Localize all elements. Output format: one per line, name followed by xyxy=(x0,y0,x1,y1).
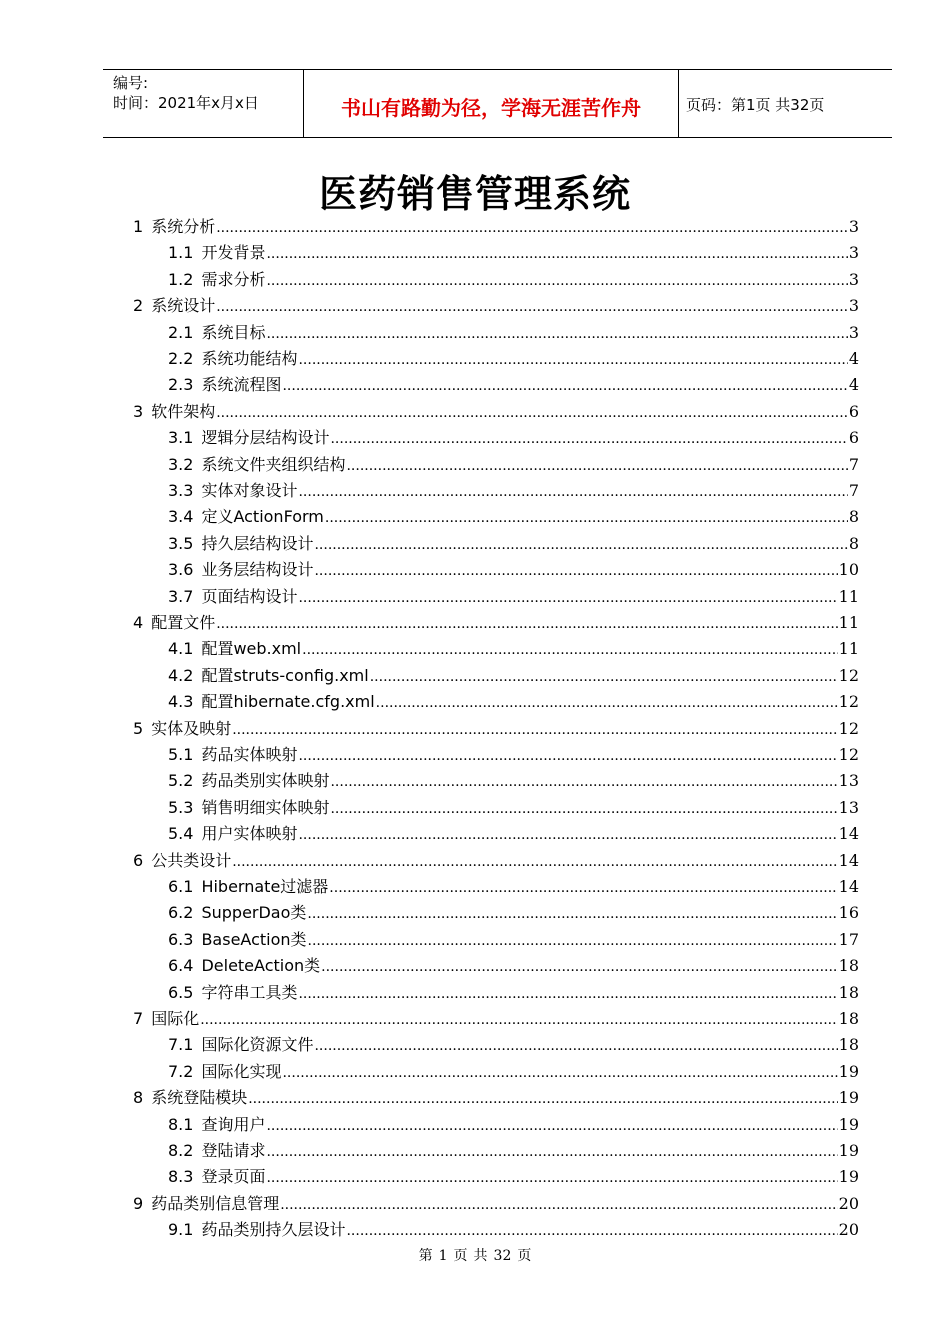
toc-entry-number: 4 xyxy=(133,613,144,632)
toc-entry[interactable] xyxy=(168,689,859,715)
toc-dot-leader xyxy=(200,1012,837,1028)
toc-entry-title: 配置struts-config.xml xyxy=(201,665,369,685)
footer-page-word: 页 xyxy=(453,1248,468,1264)
toc-entry-number: 5.1 xyxy=(168,745,194,764)
toc-entry-number: 5.3 xyxy=(168,797,194,817)
toc-entry-page: 14 xyxy=(838,877,859,896)
toc-entry-title: 定义ActionForm xyxy=(201,507,324,527)
toc-entry-number: 3.4 xyxy=(168,507,194,527)
toc-entry[interactable] xyxy=(168,1112,859,1138)
toc-entry-title: 软件架构 xyxy=(151,401,216,421)
toc-entry-number: 2.3 xyxy=(168,375,194,395)
toc-entry[interactable] xyxy=(168,1138,859,1164)
toc-entry-title: 配置web.xml xyxy=(201,639,302,659)
toc-dot-leader xyxy=(266,1118,837,1134)
page-info: 页码：第1页 共32页 xyxy=(686,96,825,114)
toc-entry-title: 持久层结构设计 xyxy=(201,533,314,553)
toc-entry-title: 逻辑分层结构设计 xyxy=(201,428,330,448)
toc-entry-page: 3 xyxy=(848,269,859,289)
page-header xyxy=(103,69,892,138)
toc-entry[interactable] xyxy=(168,953,859,979)
toc-dot-leader xyxy=(314,1038,837,1054)
toc-dot-leader xyxy=(346,458,847,474)
toc-dot-leader xyxy=(280,1197,837,1213)
toc-entry[interactable] xyxy=(133,1191,859,1217)
toc-entry-page: 12 xyxy=(838,692,859,712)
toc-entry-title: 需求分析 xyxy=(201,269,266,289)
toc-entry-title: 国际化 xyxy=(151,1009,200,1028)
toc-dot-leader xyxy=(370,669,838,685)
toc-entry[interactable] xyxy=(168,267,859,293)
motto: 书山有路勤为径，学海无涯苦作舟 xyxy=(341,96,641,120)
toc-entry[interactable] xyxy=(168,795,859,821)
toc-entry-page: 20 xyxy=(838,1193,859,1213)
toc-entry-title: 系统登陆模块 xyxy=(151,1088,248,1108)
toc-entry-page: 11 xyxy=(838,613,859,632)
toc-entry[interactable] xyxy=(168,557,859,583)
toc-entry-title: 系统分析 xyxy=(151,217,216,236)
toc-entry-page: 4 xyxy=(848,349,859,368)
toc-entry-page: 7 xyxy=(848,454,859,474)
toc-dot-leader xyxy=(298,827,837,843)
toc-entry[interactable] xyxy=(168,1032,859,1058)
toc-entry-number: 3.2 xyxy=(168,454,194,474)
toc-entry-title: Hibernate过滤器 xyxy=(201,877,329,896)
toc-dot-leader xyxy=(314,537,847,553)
toc-entry[interactable] xyxy=(168,821,859,847)
toc-dot-leader xyxy=(266,1144,837,1160)
toc-entry-page: 12 xyxy=(838,745,859,764)
toc-entry[interactable] xyxy=(168,1059,859,1085)
toc-entry[interactable] xyxy=(133,214,859,240)
toc-entry-page: 18 xyxy=(838,1009,859,1028)
toc-entry-title: 字符串工具类 xyxy=(201,982,298,1002)
toc-entry[interactable] xyxy=(168,742,859,768)
header-page-cell xyxy=(678,70,892,137)
toc-entry[interactable] xyxy=(168,768,859,794)
toc-entry[interactable] xyxy=(168,980,859,1006)
toc-entry-title: 配置hibernate.cfg.xml xyxy=(201,692,375,712)
toc-entry-page: 3 xyxy=(848,217,859,236)
toc-entry-number: 1.2 xyxy=(168,269,194,289)
toc-dot-leader xyxy=(321,959,838,975)
toc-dot-leader xyxy=(298,986,837,1002)
toc-entry-page: 3 xyxy=(848,296,859,316)
toc-entry-page: 19 xyxy=(838,1167,859,1187)
footer-total: 32 xyxy=(493,1248,512,1264)
toc-dot-leader xyxy=(298,590,837,606)
toc-dot-leader xyxy=(330,801,837,817)
toc-entry-title: BaseAction类 xyxy=(201,929,307,949)
toc-entry[interactable] xyxy=(133,848,859,874)
toc-dot-leader xyxy=(298,748,837,764)
toc-entry-number: 8.2 xyxy=(168,1141,194,1160)
toc-entry[interactable] xyxy=(168,346,859,372)
toc-entry-number: 6.4 xyxy=(168,956,194,976)
toc-entry-page: 4 xyxy=(848,375,859,395)
toc-entry-number: 3.1 xyxy=(168,428,194,448)
toc-entry-title: 业务层结构设计 xyxy=(201,560,314,580)
toc-dot-leader xyxy=(232,854,837,870)
toc-entry-title: 药品实体映射 xyxy=(201,745,298,764)
toc-entry[interactable] xyxy=(133,293,859,319)
toc-entry-number: 7.2 xyxy=(168,1061,194,1081)
toc-entry-title: 实体对象设计 xyxy=(201,481,298,500)
toc-entry-title: 登录页面 xyxy=(201,1167,266,1187)
toc-entry[interactable] xyxy=(133,1006,859,1032)
toc-dot-leader xyxy=(216,299,848,315)
toc-entry-title: 国际化资源文件 xyxy=(201,1035,314,1055)
toc-entry-number: 2.2 xyxy=(168,349,194,368)
toc-entry-number: 6.5 xyxy=(168,982,194,1002)
footer-total-word: 页 xyxy=(517,1248,532,1264)
toc-entry-number: 8 xyxy=(133,1088,144,1108)
toc-dot-leader xyxy=(216,220,848,236)
toc-entry-number: 6.2 xyxy=(168,903,194,923)
toc-entry-number: 3.7 xyxy=(168,586,194,606)
footer-prefix: 第 xyxy=(418,1248,433,1264)
toc-entry-page: 18 xyxy=(838,1035,859,1055)
toc-entry-title: 登陆请求 xyxy=(201,1141,266,1160)
toc-entry-page: 18 xyxy=(838,956,859,976)
toc-entry-page: 19 xyxy=(838,1114,859,1134)
toc-entry-page: 6 xyxy=(848,401,859,421)
toc-entry-title: 销售明细实体映射 xyxy=(201,797,330,817)
toc-entry-page: 13 xyxy=(838,797,859,817)
toc-entry-number: 6 xyxy=(133,850,144,870)
header-meta xyxy=(103,70,303,137)
toc-entry-number: 8.1 xyxy=(168,1114,194,1134)
toc-dot-leader xyxy=(266,1170,837,1186)
toc-entry[interactable] xyxy=(168,478,859,504)
toc-entry-number: 5.4 xyxy=(168,824,194,844)
toc-entry-number: 1.1 xyxy=(168,243,194,263)
toc-entry-page: 19 xyxy=(838,1141,859,1160)
toc-entry[interactable] xyxy=(168,240,859,266)
toc-entry-page: 18 xyxy=(838,982,859,1002)
toc-entry-number: 1 xyxy=(133,217,144,236)
toc-entry-title: 公共类设计 xyxy=(151,850,232,870)
toc-entry-title: 系统目标 xyxy=(201,322,266,342)
toc-dot-leader xyxy=(232,722,837,738)
toc-entry[interactable] xyxy=(168,900,859,926)
toc-entry-page: 3 xyxy=(848,322,859,342)
toc-entry[interactable] xyxy=(133,399,859,425)
toc-entry-number: 5.2 xyxy=(168,771,194,791)
toc-entry-title: 国际化实现 xyxy=(201,1061,282,1081)
toc-entry-title: 页面结构设计 xyxy=(201,586,298,606)
toc-dot-leader xyxy=(346,1223,837,1239)
toc-entry-number: 9.1 xyxy=(168,1220,194,1240)
toc-entry-page: 13 xyxy=(838,771,859,791)
toc-entry-number: 8.3 xyxy=(168,1167,194,1187)
toc-entry[interactable] xyxy=(133,716,859,742)
toc-dot-leader xyxy=(325,510,848,526)
toc-entry[interactable] xyxy=(168,1217,859,1243)
time-label: 时间：2021年x月x日 xyxy=(113,94,259,112)
toc-entry[interactable] xyxy=(168,504,859,530)
toc-entry[interactable] xyxy=(133,1085,859,1111)
toc-dot-leader xyxy=(329,880,837,896)
toc-entry-title: 开发背景 xyxy=(201,243,266,263)
toc-entry-title: 系统文件夹组织结构 xyxy=(201,454,346,474)
toc-entry-number: 7 xyxy=(133,1009,144,1028)
toc-entry-title: 实体及映射 xyxy=(151,718,232,738)
toc-entry[interactable] xyxy=(133,610,859,636)
header-motto-cell xyxy=(303,70,679,137)
footer-total-prefix: 共 xyxy=(473,1248,488,1264)
toc-dot-leader xyxy=(298,484,847,500)
toc-entry[interactable] xyxy=(168,320,859,346)
toc-entry[interactable] xyxy=(168,1164,859,1190)
toc-entry-title: 药品类别信息管理 xyxy=(151,1193,280,1213)
toc-entry-page: 12 xyxy=(838,665,859,685)
toc-entry-page: 12 xyxy=(838,718,859,738)
toc-entry[interactable] xyxy=(168,425,859,451)
toc-entry[interactable] xyxy=(168,372,859,398)
toc-dot-leader xyxy=(298,352,847,368)
toc-entry-page: 20 xyxy=(838,1220,859,1240)
toc-entry-number: 2.1 xyxy=(168,322,194,342)
toc-entry-page: 11 xyxy=(838,586,859,606)
toc-entry-number: 4.2 xyxy=(168,665,194,685)
toc-entry[interactable] xyxy=(168,452,859,478)
toc-entry-title: 用户实体映射 xyxy=(201,824,298,844)
toc-entry-number: 3.5 xyxy=(168,533,194,553)
toc-entry-page: 17 xyxy=(838,929,859,949)
toc-entry-page: 14 xyxy=(838,824,859,844)
page-footer xyxy=(0,1245,950,1265)
toc-entry-title: 药品类别持久层设计 xyxy=(201,1220,346,1240)
toc-entry-number: 6.1 xyxy=(168,877,194,896)
toc-entry-number: 7.1 xyxy=(168,1035,194,1055)
toc-dot-leader xyxy=(266,246,847,262)
toc-entry-page: 11 xyxy=(838,639,859,659)
toc-entry[interactable] xyxy=(168,584,859,610)
toc-dot-leader xyxy=(266,326,847,342)
toc-entry-page: 3 xyxy=(848,243,859,263)
toc-dot-leader xyxy=(216,616,837,632)
toc-entry-page: 8 xyxy=(848,533,859,553)
toc-dot-leader xyxy=(376,695,838,711)
document-title: 医药销售管理系统 xyxy=(318,171,631,216)
toc-dot-leader xyxy=(282,1065,837,1081)
toc-dot-leader xyxy=(330,774,837,790)
toc-entry-page: 6 xyxy=(848,428,859,448)
toc-dot-leader xyxy=(266,273,847,289)
toc-entry-page: 14 xyxy=(838,850,859,870)
toc-entry-title: 配置文件 xyxy=(151,613,216,632)
toc-entry-page: 19 xyxy=(838,1088,859,1108)
toc-dot-leader xyxy=(307,906,837,922)
toc-dot-leader xyxy=(330,431,847,447)
toc-entry-page: 10 xyxy=(838,560,859,580)
toc-entry-title: 系统设计 xyxy=(151,296,216,316)
toc-entry[interactable] xyxy=(168,531,859,557)
toc-dot-leader xyxy=(302,642,838,658)
toc-entry[interactable] xyxy=(168,874,859,900)
toc-entry-title: 药品类别实体映射 xyxy=(201,771,330,791)
toc-entry-title: SupperDao类 xyxy=(201,903,307,923)
toc-entry-title: 查询用户 xyxy=(201,1114,266,1134)
toc-dot-leader xyxy=(248,1091,837,1107)
toc-entry[interactable] xyxy=(168,663,859,689)
toc-entry-number: 5 xyxy=(133,718,144,738)
toc-entry-page: 16 xyxy=(838,903,859,923)
footer-page: 1 xyxy=(438,1248,448,1264)
toc-entry-number: 4.3 xyxy=(168,692,194,712)
toc-entry-number: 2 xyxy=(133,296,144,316)
toc-entry-page: 19 xyxy=(838,1061,859,1081)
toc-entry-number: 6.3 xyxy=(168,929,194,949)
toc-entry-number: 3.3 xyxy=(168,481,194,500)
toc-entry-title: 系统流程图 xyxy=(201,375,282,395)
toc-dot-leader xyxy=(308,933,838,949)
toc-entry-number: 3 xyxy=(133,401,144,421)
toc-entry[interactable] xyxy=(168,927,859,953)
toc-entry-number: 3.6 xyxy=(168,560,194,580)
toc-entry-title: 系统功能结构 xyxy=(201,349,298,368)
toc-entry[interactable] xyxy=(168,636,859,662)
toc-entry-number: 4.1 xyxy=(168,639,194,659)
toc-entry-page: 8 xyxy=(848,507,859,527)
toc-entry-number: 9 xyxy=(133,1193,144,1213)
toc-dot-leader xyxy=(314,563,837,579)
toc-entry-page: 7 xyxy=(848,481,859,500)
number-label: 编号: xyxy=(113,74,149,92)
toc-dot-leader xyxy=(216,405,848,421)
toc-dot-leader xyxy=(282,378,847,394)
toc-entry-title: DeleteAction类 xyxy=(201,956,321,976)
